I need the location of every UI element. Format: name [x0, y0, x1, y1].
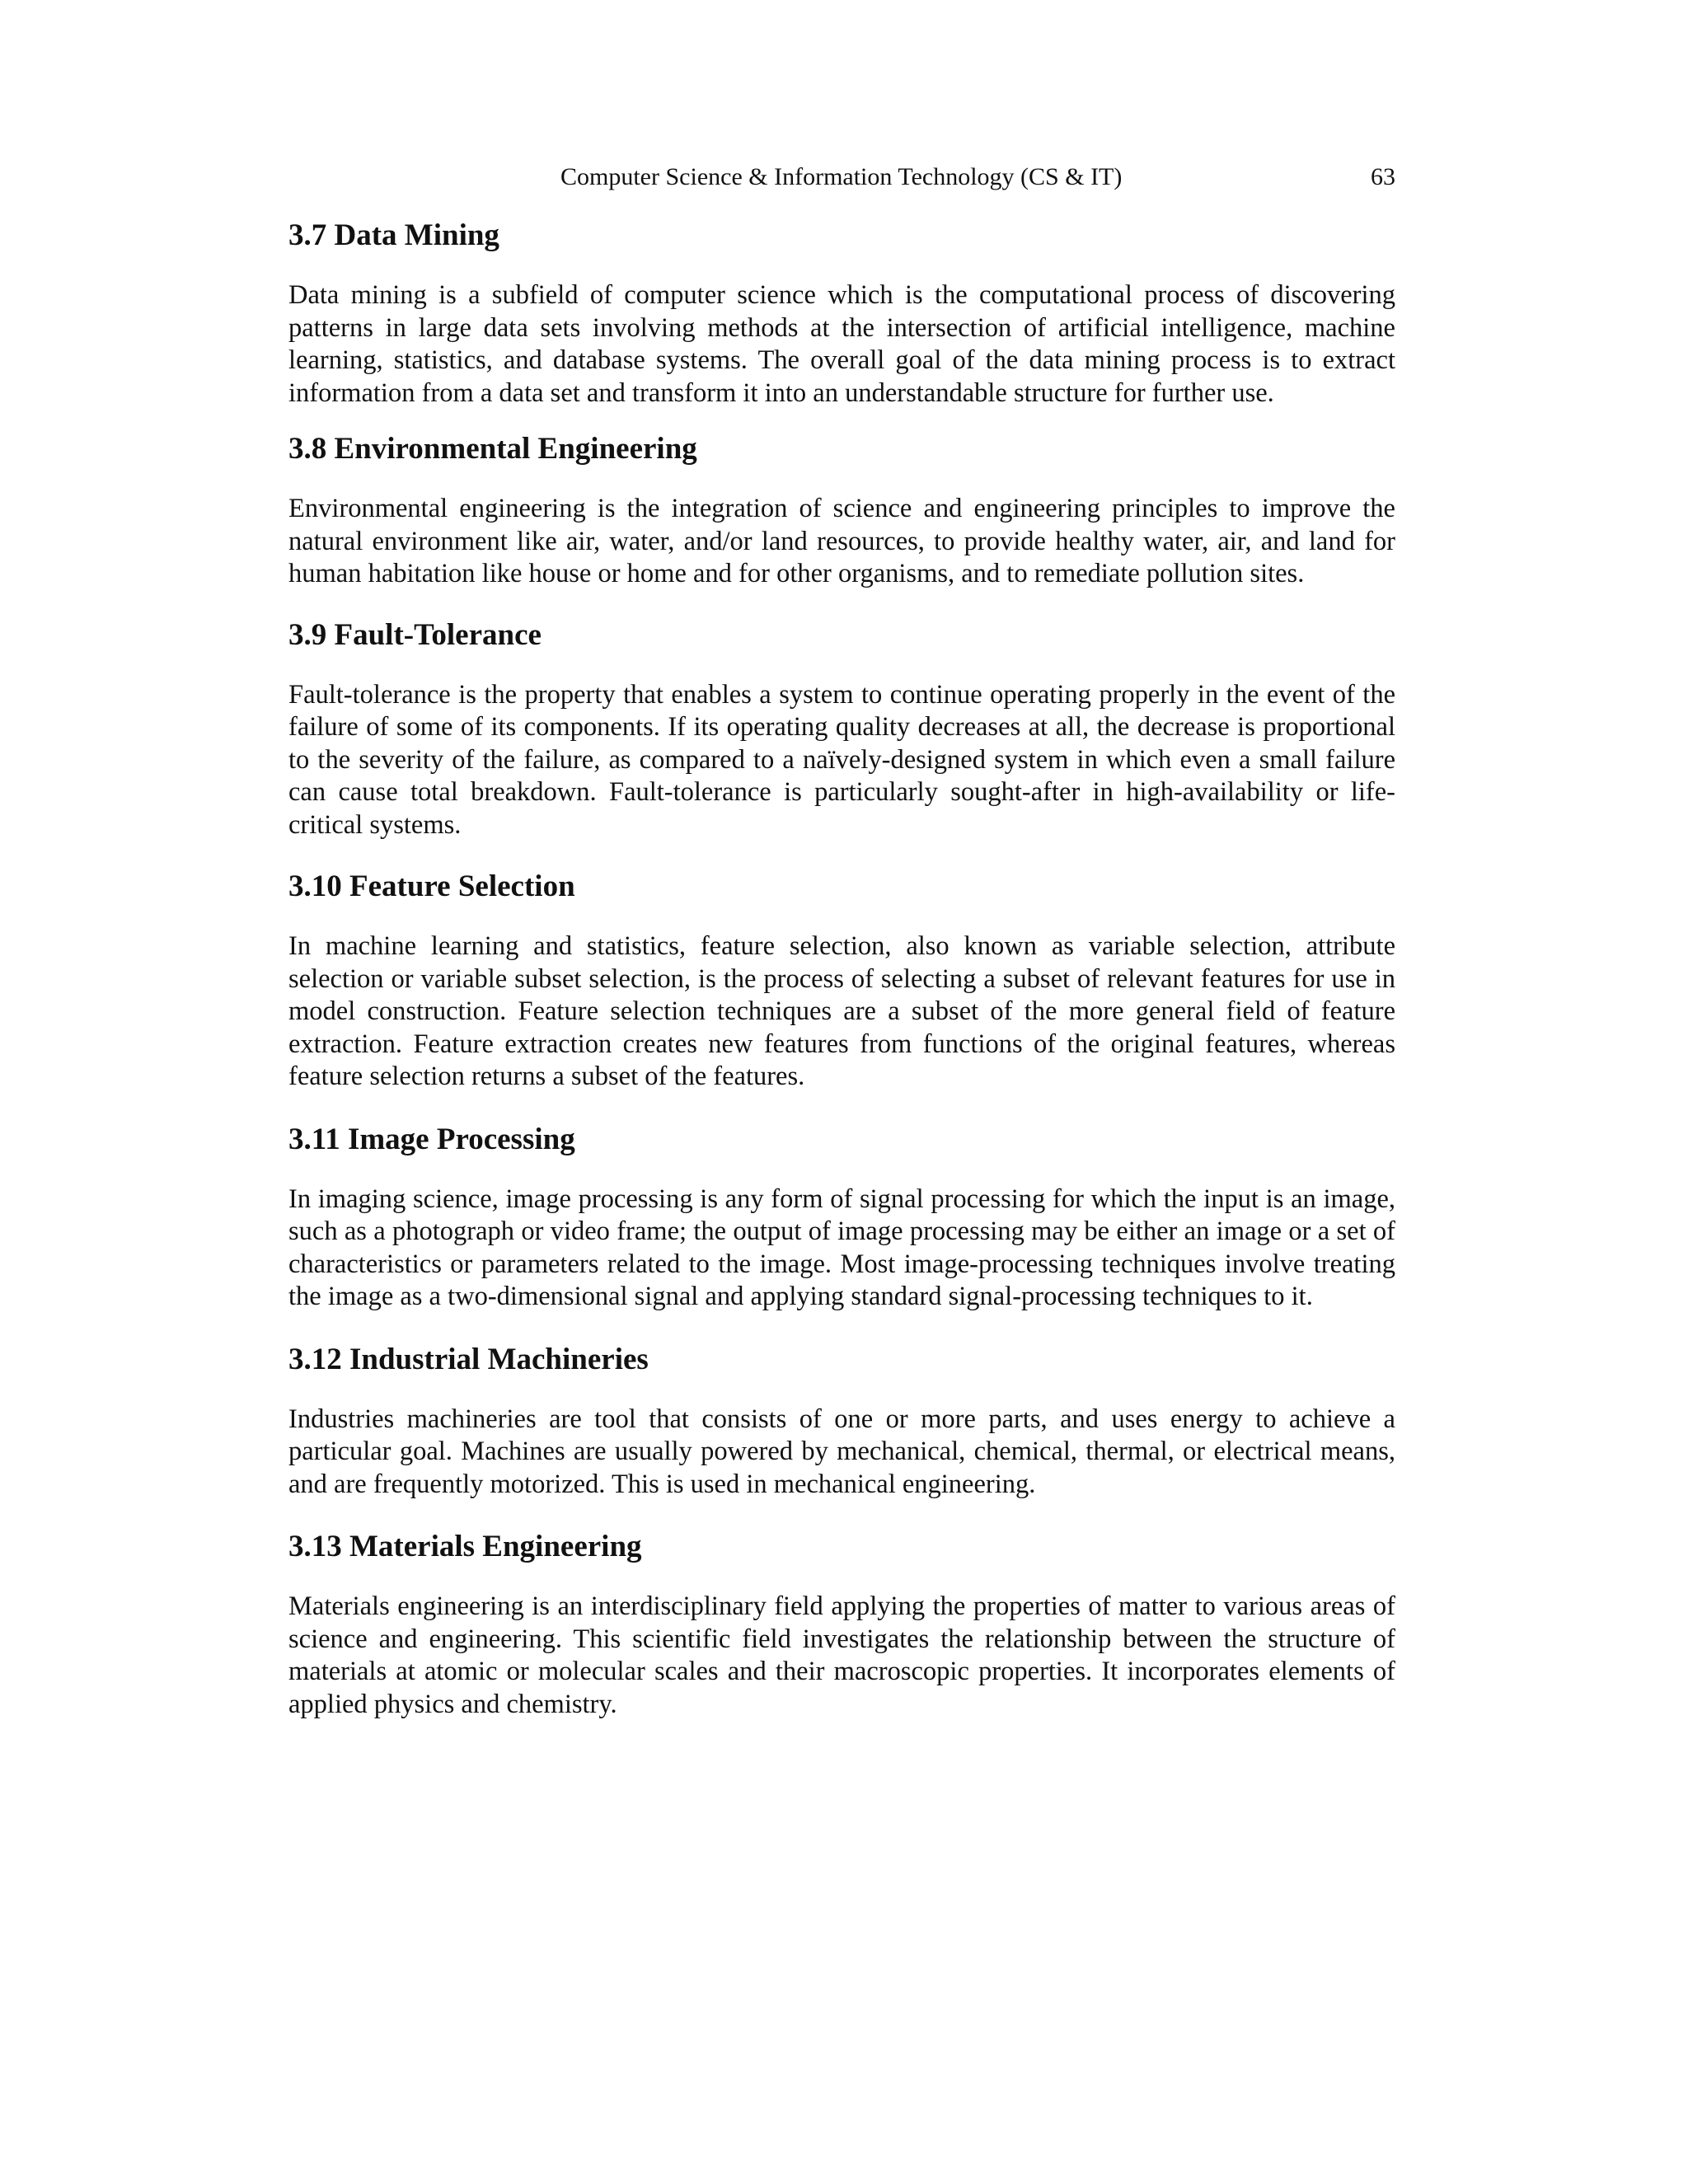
section-image-processing	[288, 1120, 1395, 1314]
section-fault-tolerance	[288, 616, 1395, 842]
section-paragraph: Fault-tolerance is the property that enables a system to continue operating properly in the event of the failure of some of its components. If its operating quality decreases at all, the decrease is proportional to the severity of the failure, as compared to a naïvely-designed system in which even a small failure can cause total breakdown. Fault-tolerance is particularly sought-after in high-availability or life-critical systems.	[288, 679, 1395, 840]
section-heading: 3.10 Feature Selection	[288, 869, 575, 903]
section-heading: 3.12 Industrial Machineries	[288, 1342, 649, 1376]
section-heading: 3.13 Materials Engineering	[288, 1530, 642, 1563]
section-industrial-machineries	[288, 1340, 1395, 1502]
page-number: 63	[1371, 163, 1395, 190]
section-paragraph: Environmental engineering is the integration of science and engineering principles to improve the natural environment like air, water, and/or land resources, to provide healthy water, air, and land for human habitation like house or home and for other organisms, and to remediate pollution sites.	[288, 494, 1395, 588]
page-content	[288, 216, 1395, 1747]
section-paragraph: Industries machineries are tool that consists of one or more parts, and uses energy to achieve a particular goal. Machines are usually powered by mechanical, chemical, thermal, or electrical means, and are frequently motorized. This is used in mechanical engineering.	[288, 1404, 1395, 1499]
section-materials-engineering	[288, 1527, 1395, 1721]
section-paragraph: In imaging science, image processing is any form of signal processing for which the input is an image, such as a photograph or video frame; the output of image processing may be either an image or a set of characteristics or parameters related to the image. Most image-processing techniques involve treating the image as a two-dimensional signal and applying standard signal-processing techniques to it.	[288, 1183, 1395, 1311]
running-header	[288, 159, 1395, 195]
section-feature-selection	[288, 867, 1395, 1094]
section-paragraph: In machine learning and statistics, feature selection, also known as variable selection, attribute selection or variable subset selection, is the process of selecting a subset of relevant features for use in model construction. Feature selection techniques are a subset of the more general field of feature extraction. Feature extraction creates new features from functions of the original features, whereas feature selection returns a subset of the features.	[288, 931, 1395, 1091]
running-header-title: Computer Science & Information Technology (CS & IT)	[560, 163, 1123, 190]
section-heading: 3.7 Data Mining	[288, 218, 499, 252]
section-heading: 3.9 Fault-Tolerance	[288, 617, 542, 652]
section-data-mining	[288, 216, 1395, 410]
section-heading: 3.8 Environmental Engineering	[288, 432, 697, 466]
section-paragraph: Data mining is a subfield of computer science which is the computational process of discovering patterns in large data sets involving methods at the intersection of artificial intelligence, machine learning, statistics, and database systems. The overall goal of the data mining process is to extract information from a data set and transform it into an understandable structure for further use.	[288, 280, 1395, 408]
section-environmental-engineering	[288, 429, 1395, 591]
section-paragraph: Materials engineering is an interdisciplinary field applying the properties of matter to various areas of science and engineering. This scientific field investigates the relationship between the structure of materials at atomic or molecular scales and their macroscopic properties. It incorporates elements of applied physics and chemistry.	[288, 1591, 1395, 1719]
section-heading: 3.11 Image Processing	[288, 1122, 575, 1156]
